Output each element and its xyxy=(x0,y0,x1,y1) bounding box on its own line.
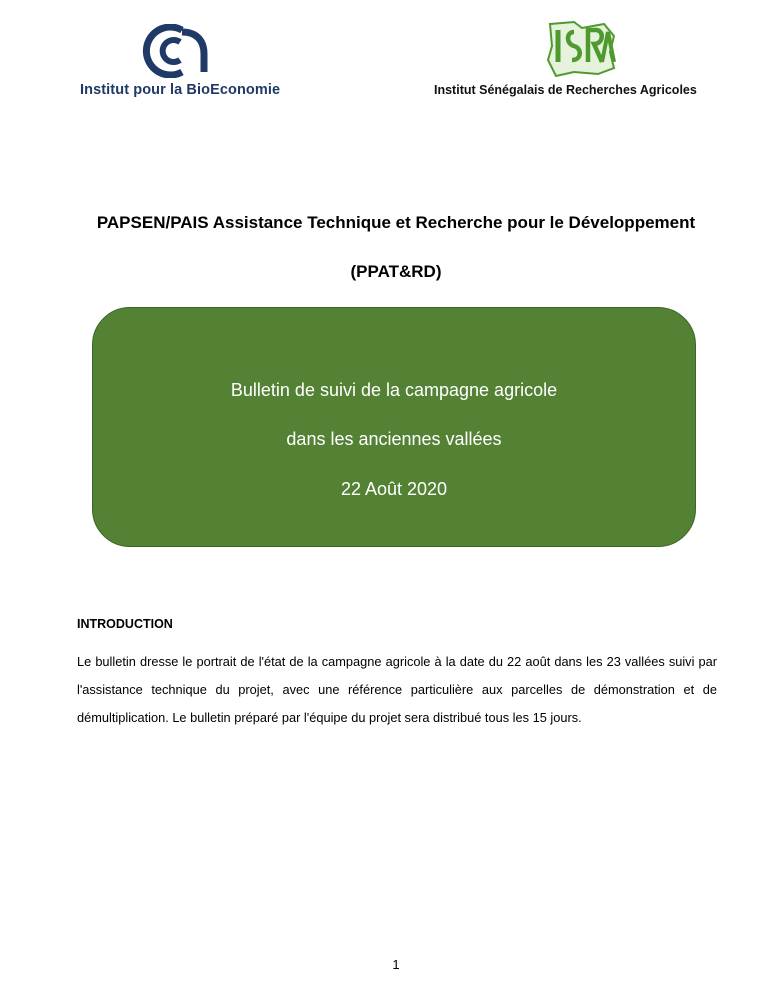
banner-line-1: Bulletin de suivi de la campagne agricole xyxy=(230,380,558,400)
document-title: PAPSEN/PAIS Assistance Technique et Recherche pour le Développement xyxy=(96,213,696,232)
isra-logo-icon xyxy=(544,18,618,78)
right-logo-caption: Institut Sénégalais de Recherches Agricoles xyxy=(434,83,697,97)
isra-logo xyxy=(430,14,730,104)
page-number: 1 xyxy=(392,957,400,972)
left-logo-caption: Institut pour la BioEconomie xyxy=(80,82,281,98)
banner-line-2: dans les anciennes vallées xyxy=(286,429,502,449)
cnr-logo-icon xyxy=(142,24,208,78)
banner-date: 22 Août 2020 xyxy=(340,479,448,499)
introduction-paragraph: Le bulletin dresse le portrait de l'état de la campagne agricole à la date du 22 août dans les 23 vallées suivi par l'assistance technique du projet, avec une référence particulière aux parcelles de démonstration et de démultiplication. Le bulletin préparé par l'équipe du projet sera distribué tous les 15 jours. xyxy=(77,654,717,725)
introduction-heading: INTRODUCTION xyxy=(77,617,173,631)
cnr-ibe-logo xyxy=(78,22,288,102)
document-subtitle: (PPAT&RD) xyxy=(350,262,442,281)
bulletin-banner xyxy=(92,307,696,547)
